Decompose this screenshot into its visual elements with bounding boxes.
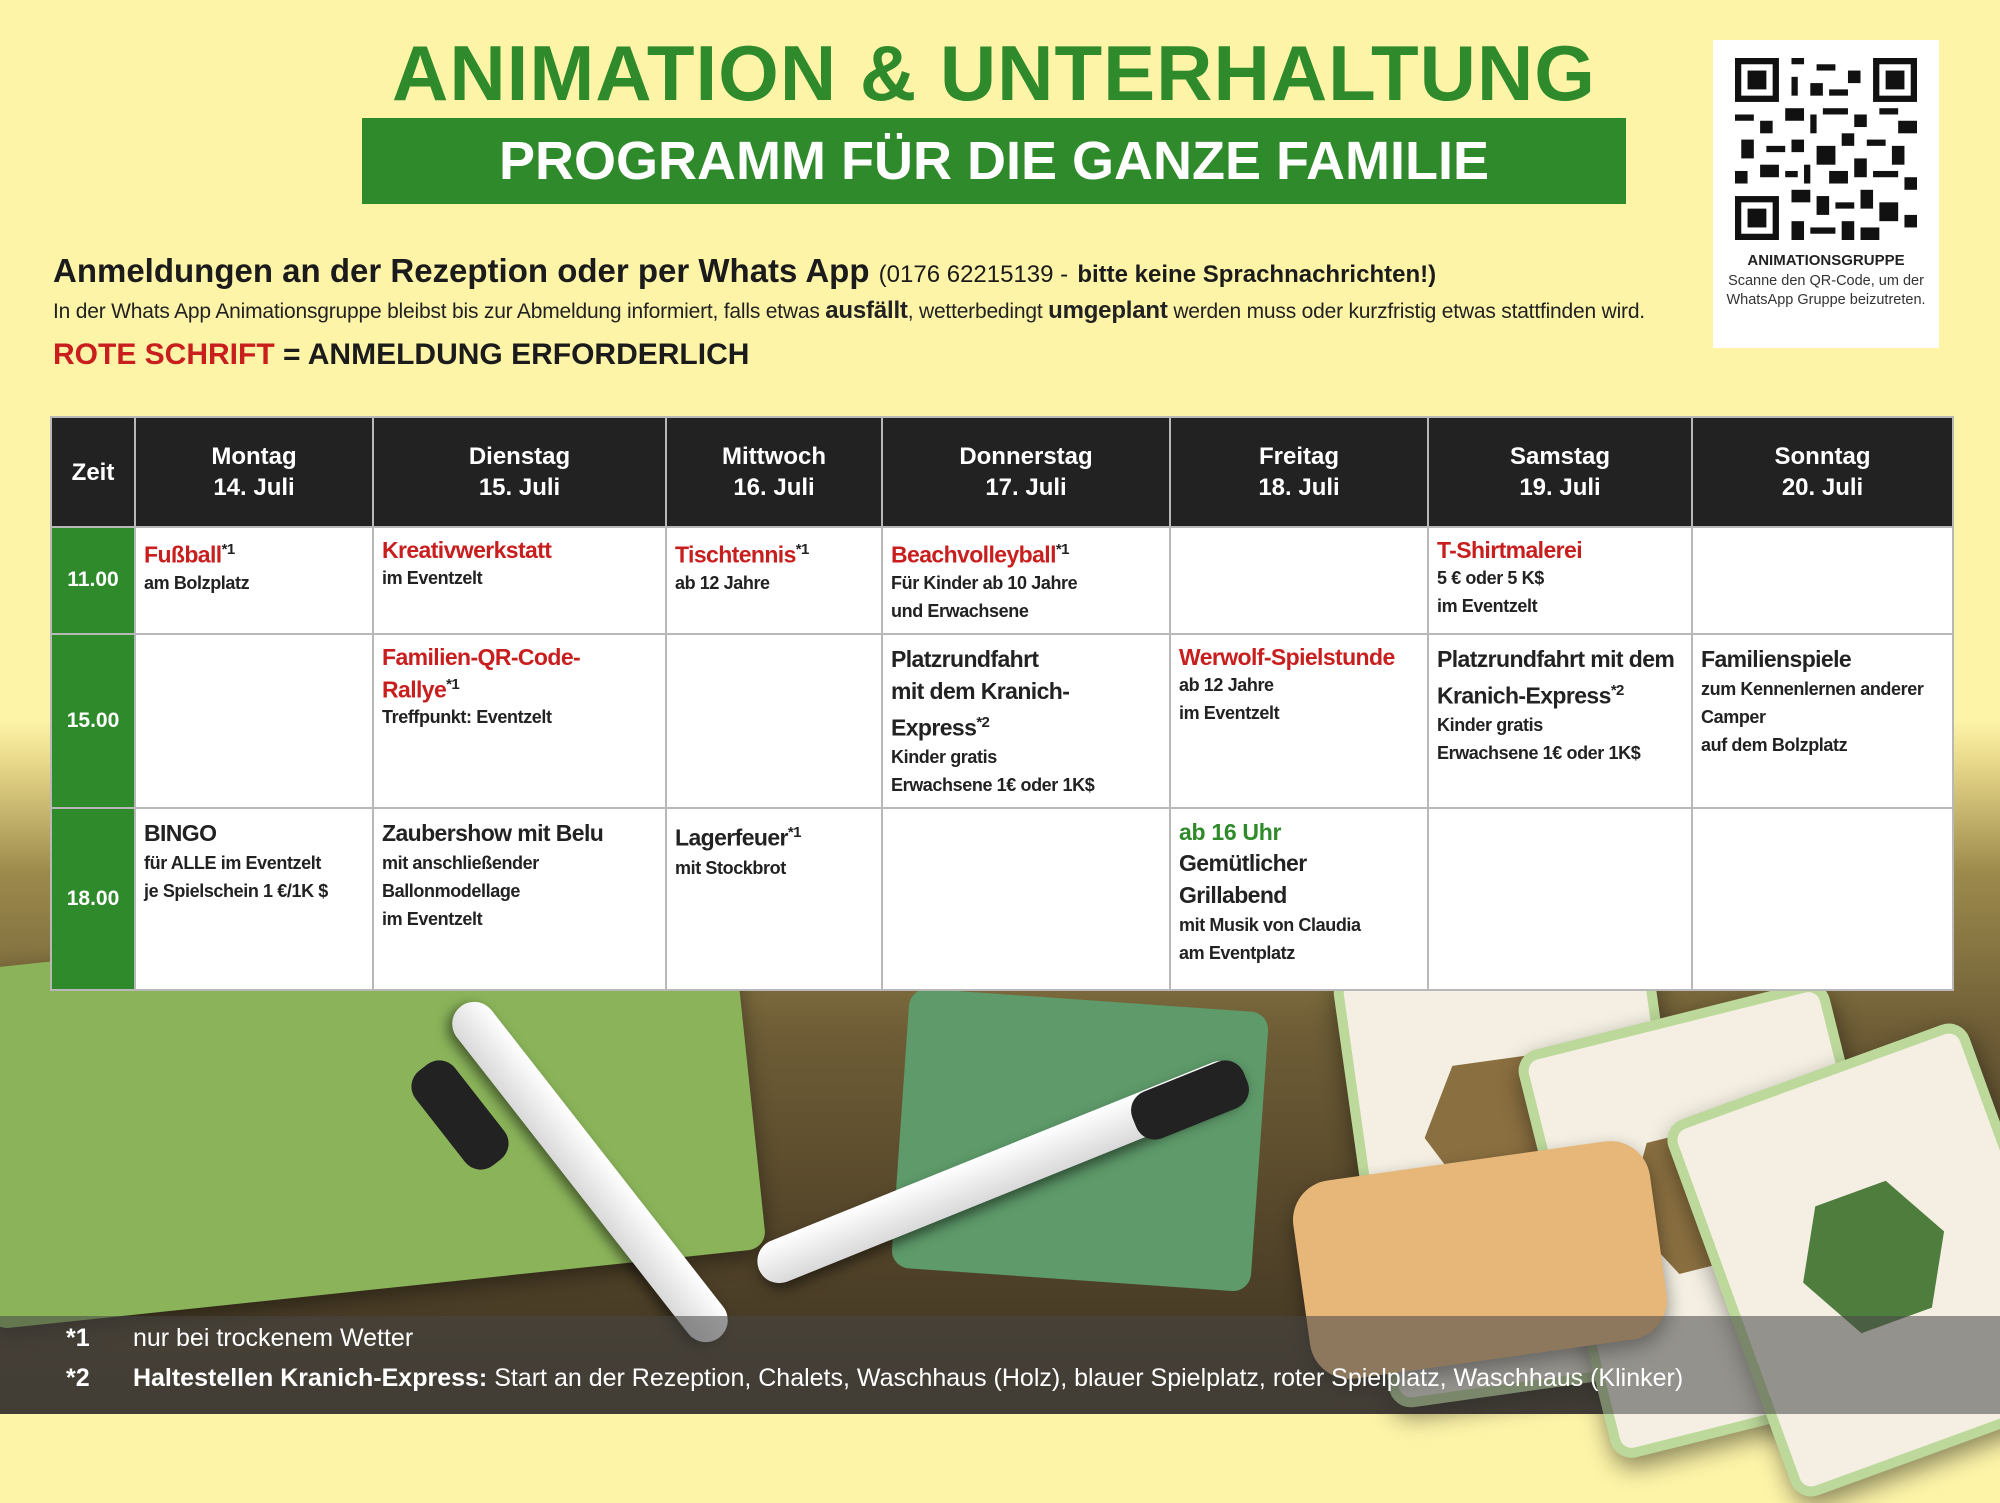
day-name: Mittwoch — [722, 443, 826, 470]
event-title: Beachvolleyball$^{*1}$ — [891, 541, 1069, 568]
day-date: 14. Juli — [213, 474, 295, 501]
event-cell — [373, 527, 666, 634]
event-detail: im Eventzelt — [382, 909, 483, 930]
event-detail: mit anschließender — [382, 853, 539, 874]
registration-text: Anmeldungen an der Rezeption oder per Whats App — [53, 252, 870, 289]
event-detail: im Eventzelt — [1437, 596, 1538, 616]
day-name: Dienstag — [468, 443, 571, 470]
event-detail: am Bolzplatz — [144, 572, 250, 593]
day-header — [666, 417, 882, 527]
day-header — [1428, 417, 1692, 527]
event-detail: je Spielschein 1 €/1K $ — [144, 881, 328, 902]
event-title: Lagerfeuer$^{*1}$ — [675, 824, 801, 851]
registration-headline — [53, 252, 1436, 290]
event-cell — [1428, 527, 1692, 634]
table-header-row — [51, 417, 1953, 527]
color-legend — [53, 338, 749, 372]
time-cell: 15.00 — [51, 634, 135, 809]
event-detail: ab 12 Jahre — [675, 572, 770, 593]
time-column-header: Zeit — [51, 417, 135, 527]
day-name: Freitag — [1258, 443, 1339, 470]
day-header — [1170, 417, 1428, 527]
day-date: 15. Juli — [478, 474, 561, 501]
event-detail: zum Kennenlernen anderer — [1701, 678, 1924, 699]
event-title: Familien-QR-Code-Rallye$^{*1}$ — [382, 643, 581, 703]
footnote — [66, 1364, 1683, 1393]
footnote-key: *1 — [66, 1324, 90, 1352]
day-date: 20. Juli — [1781, 474, 1864, 501]
info-part: werden muss oder kurzfristig etwas stattfinden wird. — [1173, 300, 1645, 323]
day-date: 17. Juli — [985, 474, 1067, 501]
event-detail: für ALLE im Eventzelt — [144, 853, 321, 874]
event-cell — [666, 527, 882, 634]
legend-text: = ANMELDUNG ERFORDERLICH — [283, 338, 750, 371]
event-detail: ab 12 Jahre — [1179, 674, 1274, 695]
event-detail: mit Musik von Claudia — [1179, 915, 1361, 936]
empty-cell — [882, 808, 1170, 990]
event-cell — [135, 808, 373, 990]
event-detail: Treffpunkt: Eventzelt — [382, 707, 552, 728]
event-detail: auf dem Bolzplatz — [1701, 734, 1848, 755]
event-detail: mit Stockbrot — [675, 857, 786, 878]
legend-red-label: ROTE SCHRIFT — [53, 338, 275, 371]
qr-title: ANIMATIONSGRUPPE — [1747, 252, 1905, 269]
time-cell: 18.00 — [51, 808, 135, 990]
day-date: 16. Juli — [733, 474, 815, 501]
event-detail: im Eventzelt — [1179, 702, 1280, 723]
info-text — [53, 297, 1645, 325]
event-title: Kranich-Express$^{*2}$ — [1437, 681, 1624, 709]
event-title: Platzrundfahrt mit dem — [1437, 645, 1675, 672]
page-subtitle: PROGRAMM FÜR DIE GANZE FAMILIE — [362, 118, 1626, 204]
event-title: BINGO — [144, 820, 217, 847]
event-cell — [882, 527, 1170, 634]
event-title: Zaubershow mit Belu — [382, 820, 604, 847]
info-emphasis: ausfällt — [825, 297, 908, 324]
event-title: Fußball$^{*1}$ — [144, 541, 235, 568]
qr-code-box[interactable] — [1713, 40, 1939, 348]
table-row — [51, 808, 1953, 990]
event-cell — [1692, 634, 1953, 809]
footnote-text: nur bei trockenem Wetter — [132, 1324, 414, 1352]
event-cell — [135, 527, 373, 634]
day-header — [135, 417, 373, 527]
empty-cell — [1170, 527, 1428, 634]
event-detail: Erwachsene 1€ oder 1K$ — [891, 775, 1095, 796]
event-cell — [666, 808, 882, 990]
table-row — [51, 634, 1953, 809]
day-header — [1692, 417, 1953, 527]
event-title: Familienspiele — [1701, 645, 1852, 672]
footnote-label: Haltestellen Kranich-Express: — [132, 1364, 488, 1392]
event-title: Werwolf-Spielstunde — [1179, 643, 1395, 670]
event-title: T-Shirtmalerei — [1437, 537, 1582, 563]
event-detail: Erwachsene 1€ oder 1K$ — [1437, 743, 1641, 764]
event-time-note: ab 16 Uhr — [1179, 819, 1282, 846]
event-cell — [882, 634, 1170, 809]
event-detail: am Eventplatz — [1179, 943, 1295, 964]
no-voice-note: bitte keine Sprachnachrichten!) — [1077, 261, 1437, 288]
event-title: Tischtennis$^{*1}$ — [675, 541, 809, 568]
info-part: In der Whats App Animationsgruppe bleibst bis zur Abmeldung informiert, falls etwas — [53, 300, 820, 323]
day-date: 18. Juli — [1258, 474, 1340, 501]
event-detail: im Eventzelt — [382, 568, 483, 588]
event-detail: Kinder gratis — [1437, 715, 1543, 736]
qr-instructions: Scanne den QR-Code, um der WhatsApp Gruppe beizutreten. — [1726, 273, 1926, 308]
whatsapp-phone[interactable]: (0176 62215139 - — [878, 261, 1069, 288]
empty-cell — [1692, 808, 1953, 990]
event-title: Platzrundfahrt — [891, 645, 1039, 672]
footnote-text: Start an der Rezeption, Chalets, Waschhaus (Holz), blauer Spielplatz, roter Spielplatz, Waschhaus (Klinker) — [494, 1364, 1684, 1392]
event-cell — [1170, 808, 1428, 990]
day-date: 19. Juli — [1519, 474, 1601, 501]
page-title: ANIMATION & UNTERHALTUNG — [392, 29, 1596, 117]
empty-cell — [1692, 527, 1953, 634]
empty-cell — [135, 634, 373, 809]
event-cell — [1428, 634, 1692, 809]
info-emphasis: umgeplant — [1048, 297, 1168, 324]
event-cell — [373, 808, 666, 990]
event-title: Gemütlicher Grillabend — [1179, 850, 1307, 909]
event-detail: und Erwachsene — [891, 600, 1029, 621]
event-detail: Für Kinder ab 10 Jahre — [891, 572, 1078, 593]
info-part: , wetterbedingt — [907, 300, 1043, 323]
schedule-table — [50, 416, 1954, 991]
event-detail: Kinder gratis — [891, 747, 997, 768]
empty-cell — [1428, 808, 1692, 990]
footnote — [66, 1324, 413, 1353]
event-detail: 5 € oder 5 K$ — [1437, 568, 1544, 588]
event-title: mit dem Kranich-Express$^{*2}$ — [891, 677, 1070, 741]
day-name: Montag — [211, 443, 297, 470]
day-header — [373, 417, 666, 527]
day-name: Donnerstag — [959, 443, 1093, 470]
footnote-key: *2 — [66, 1364, 90, 1392]
time-cell: 11.00 — [51, 527, 135, 634]
event-cell — [1170, 634, 1428, 809]
table-row — [51, 527, 1953, 634]
qr-code[interactable] — [1735, 58, 1917, 240]
event-title: Kreativwerkstatt — [382, 537, 552, 563]
event-detail: Ballonmodellage — [382, 881, 521, 902]
event-detail: Camper — [1701, 706, 1766, 727]
day-name: Sonntag — [1774, 443, 1871, 470]
empty-cell — [666, 634, 882, 809]
day-name: Samstag — [1509, 443, 1611, 470]
day-header — [882, 417, 1170, 527]
event-cell — [373, 634, 666, 809]
